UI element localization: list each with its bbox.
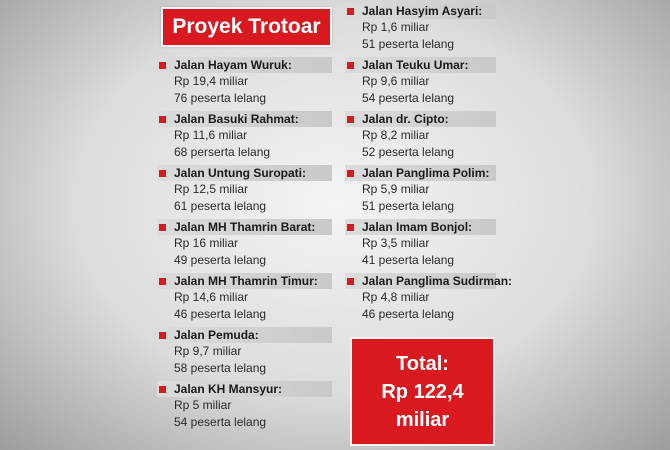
bidder-count: 46 peserta lelang: [174, 307, 267, 321]
cost-value: Rp 16 miliar: [174, 236, 239, 250]
item-header: [345, 165, 496, 181]
list-item: [157, 273, 332, 327]
street-name: Jalan Basuki Rahmat:: [174, 112, 299, 126]
bidder-count: 52 peserta lelang: [362, 145, 455, 159]
cost-value: Rp 8,2 miliar: [362, 128, 430, 142]
cost-value: Rp 5,9 miliar: [362, 182, 430, 196]
item-header: [345, 273, 513, 289]
cost-value: Rp 1,6 miliar: [362, 20, 430, 34]
list-item: [345, 273, 513, 327]
list-item: [345, 57, 496, 111]
street-name: Jalan Hasyim Asyari:: [362, 4, 483, 18]
total-unit: miliar: [395, 408, 450, 431]
list-item: [345, 3, 496, 57]
square-bullet-icon: [159, 116, 166, 123]
total-box: [350, 337, 495, 446]
square-bullet-icon: [159, 224, 166, 231]
list-item: [157, 327, 332, 381]
bidder-count: 76 peserta lelang: [174, 91, 267, 105]
cost-value: Rp 14,6 miliar: [174, 290, 249, 304]
item-header: [345, 3, 496, 19]
street-name: Jalan MH Thamrin Timur:: [174, 274, 318, 288]
total-amount: Rp 122,4: [381, 380, 464, 403]
cost-value: Rp 19,4 miliar: [174, 74, 249, 88]
cost-value: Rp 12,5 miliar: [174, 182, 249, 196]
bidder-count: 61 peserta lelang: [174, 199, 267, 213]
bidder-count: 58 peserta lelang: [174, 361, 267, 375]
list-item: [157, 165, 332, 219]
item-header: [157, 327, 332, 343]
cost-value: Rp 9,7 miliar: [174, 344, 242, 358]
list-item: [157, 381, 332, 435]
street-name: Jalan Untung Suropati:: [174, 166, 306, 180]
street-name: Jalan Teuku Umar:: [362, 58, 469, 72]
item-header: [345, 111, 496, 127]
square-bullet-icon: [347, 278, 354, 285]
square-bullet-icon: [159, 386, 166, 393]
square-bullet-icon: [159, 170, 166, 177]
bidder-count: 54 peserta lelang: [174, 415, 267, 429]
square-bullet-icon: [159, 62, 166, 69]
item-header: [157, 273, 332, 289]
bidder-count: 51 peserta lelang: [362, 199, 455, 213]
item-header: [157, 111, 332, 127]
list-item: [345, 165, 496, 219]
item-header: [345, 219, 496, 235]
square-bullet-icon: [347, 62, 354, 69]
cost-value: Rp 3,5 miliar: [362, 236, 430, 250]
list-item: [345, 111, 496, 165]
square-bullet-icon: [159, 278, 166, 285]
bidder-count: 68 perserta lelang: [174, 145, 271, 159]
street-name: Jalan KH Mansyur:: [174, 382, 283, 396]
list-item: [345, 219, 496, 273]
bidder-count: 54 peserta lelang: [362, 91, 455, 105]
square-bullet-icon: [347, 224, 354, 231]
street-name: Jalan Pemuda:: [174, 328, 259, 342]
cost-value: Rp 4,8 miliar: [362, 290, 430, 304]
item-header: [157, 57, 332, 73]
cost-value: Rp 5 miliar: [174, 398, 232, 412]
total-label: Total:: [396, 352, 449, 375]
list-item: [157, 57, 332, 111]
bidder-count: 51 peserta lelang: [362, 37, 455, 51]
bidder-count: 49 peserta lelang: [174, 253, 267, 267]
square-bullet-icon: [347, 8, 354, 15]
square-bullet-icon: [347, 116, 354, 123]
square-bullet-icon: [159, 332, 166, 339]
page-title: Proyek Trotoar: [161, 7, 332, 47]
item-header: [157, 219, 332, 235]
cost-value: Rp 11,6 miliar: [174, 128, 248, 142]
right-column: [345, 3, 513, 327]
street-name: Jalan Panglima Sudirman:: [362, 274, 513, 288]
bidder-count: 41 peserta lelang: [362, 253, 455, 267]
square-bullet-icon: [347, 170, 354, 177]
item-header: [157, 165, 332, 181]
cost-value: Rp 9,6 miliar: [362, 74, 430, 88]
street-name: Jalan Hayam Wuruk:: [174, 58, 292, 72]
street-name: Jalan MH Thamrin Barat:: [174, 220, 316, 234]
street-name: Jalan dr. Cipto:: [362, 112, 449, 126]
list-item: [157, 111, 332, 165]
bidder-count: 46 peserta lelang: [362, 307, 455, 321]
list-item: [157, 219, 332, 273]
item-header: [345, 57, 496, 73]
item-header: [157, 381, 332, 397]
street-name: Jalan Imam Bonjol:: [362, 220, 473, 234]
street-name: Jalan Panglima Polim:: [362, 166, 490, 180]
left-column: [157, 57, 332, 435]
